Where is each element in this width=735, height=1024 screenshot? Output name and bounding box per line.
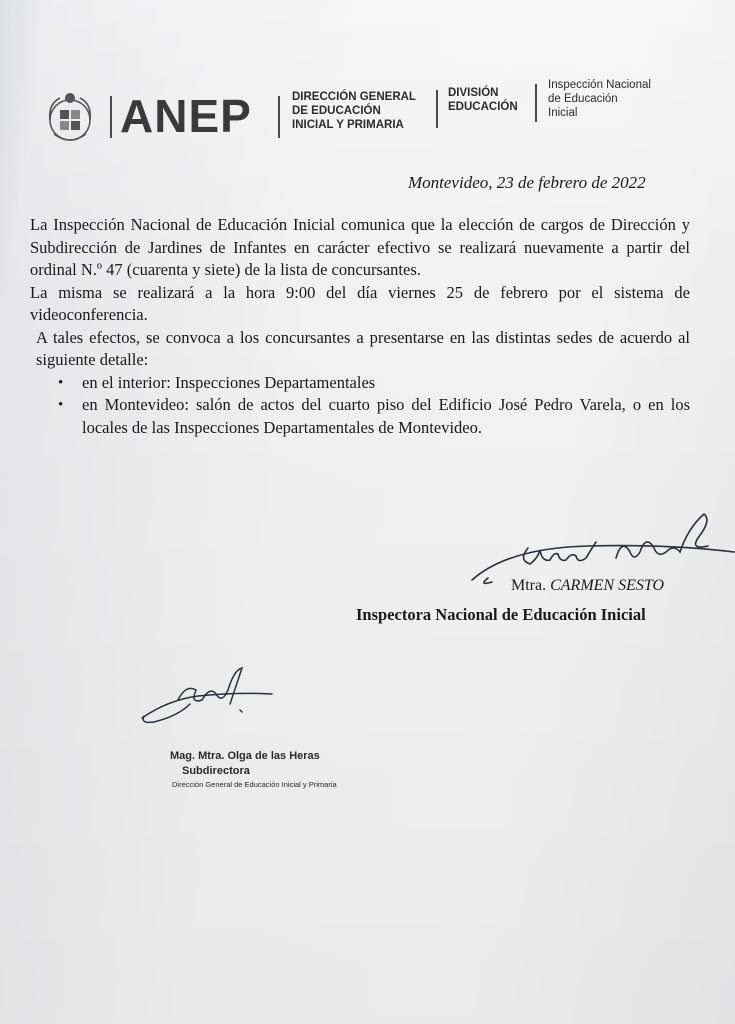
bullet-icon: • [58, 374, 64, 391]
signatory-surname: CARMEN SESTO [550, 577, 665, 594]
letterhead [44, 79, 724, 146]
subdirectora-role: Subdirectora [182, 765, 250, 777]
letter-date: Montevideo, 23 de febrero de 2022 [408, 173, 646, 192]
division-block [448, 86, 518, 114]
paragraph: La Inspección Nacional de Educación Inicial comunica que la elección de cargos de Dirección y Subdirección de Jardines de Infantes en carácter efectivo se realizará nuevamente a partir del ordinal N.º 47 (cuarenta y siete) de la lista de concursantes. [30, 215, 690, 279]
header-line: DE EDUCACIÓN [292, 105, 381, 117]
anep-logo: ANEP [120, 90, 252, 142]
location-list [30, 372, 690, 440]
uruguay-coat-of-arms-icon [44, 90, 96, 146]
paragraph: La misma se realizará a la hora 9:00 del día viernes 25 de febrero por el sistema de videoconferencia. [30, 282, 690, 324]
header-line: Inspección Nacional [548, 79, 651, 91]
letter-body [30, 214, 690, 439]
signatory-title: Inspectora Nacional de Educación Inicial [356, 605, 646, 624]
divider [110, 96, 112, 138]
handwritten-signature-olga-de-las-heras [138, 660, 278, 730]
subdirectora-block [170, 748, 370, 791]
divider [535, 84, 537, 122]
divider [436, 90, 438, 128]
header-line: EDUCACIÓN [448, 101, 518, 113]
header-line: DIVISIÓN [448, 87, 499, 99]
signatory-name [511, 577, 664, 595]
list-item [58, 394, 690, 439]
paragraph: A tales efectos, se convoca a los concursantes a presentarse en las distintas sedes de acuerdo al siguiente detalle: [36, 327, 690, 369]
list-item-text: en el interior: Inspecciones Departamentales [82, 372, 376, 392]
header-line: de Educación [548, 93, 618, 105]
header-line: Inicial [548, 107, 578, 119]
list-item-text: en Montevideo: salón de actos del cuarto piso del Edificio José Pedro Varela, o en los locales de las Inspecciones Departamentales de Montevideo. [82, 395, 690, 437]
subdirectora-org: Dirección General de Educación Inicial y Primaria [172, 780, 337, 789]
header-line: DIRECCIÓN GENERAL [292, 91, 416, 103]
signatory-prefix: Mtra. [511, 577, 547, 594]
direccion-general-block [292, 90, 416, 132]
divider [278, 96, 280, 138]
bullet-icon: • [58, 397, 64, 413]
subdirectora-name: Mag. Mtra. Olga de las Heras [170, 750, 320, 762]
inspeccion-block [548, 78, 651, 120]
header-line: INICIAL Y PRIMARIA [292, 119, 404, 131]
list-item [58, 372, 690, 395]
